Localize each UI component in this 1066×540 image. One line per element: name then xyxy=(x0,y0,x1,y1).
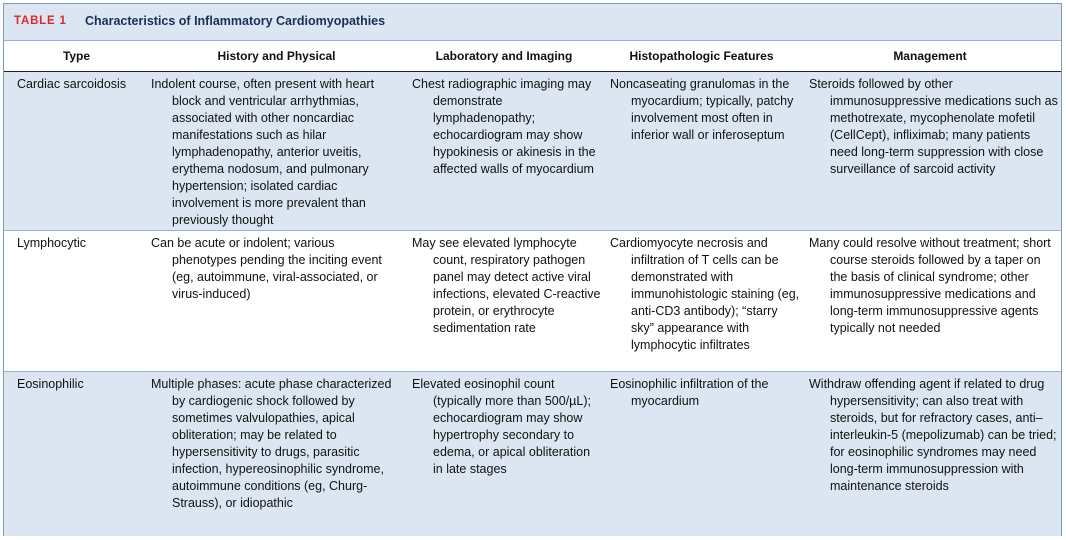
cell-history: Indolent course, often present with heart block and ventricular arrhythmias, associated with other noncardiac manifestations such as hilar lymphadenopathy, anterior uveitis, erythema nodosum, and pulmonary hypertension; isolated cardiac involvement is more prevalent than previously thought xyxy=(151,77,375,227)
table-title-bar xyxy=(4,4,1061,41)
cell-management: Withdraw offending agent if related to drug hypersensitivity; can also treat with steroids, but for refractory cases, anti–interleukin-5 (mepolizumab) can be tried; for eosinophilic syndromes may need long-term immunosuppression with maintenance steroids xyxy=(809,377,1057,493)
table-row xyxy=(4,372,1061,536)
header-laboratory: Laboratory and Imaging xyxy=(435,49,573,63)
header-type: Type xyxy=(62,49,91,63)
table-row xyxy=(4,231,1061,371)
cell-histopathology: Noncaseating granulomas in the myocardium; typically, patchy involvement most often in inferior wall or inferoseptum xyxy=(610,77,794,142)
table-label: TABLE 1 xyxy=(14,15,67,27)
header-management: Management xyxy=(893,49,967,63)
table-row xyxy=(4,72,1061,230)
header-histopathology: Histopathologic Features xyxy=(629,49,774,63)
cell-histopathology: Eosinophilic infiltration of the myocardium xyxy=(610,377,769,408)
cell-management: Many could resolve without treatment; short course steroids followed by a taper on the basis of clinical syndrome; other immunosuppressive medications and long-term immunosuppressive agents typically not needed xyxy=(809,236,1051,335)
cell-history: Can be acute or indolent; various phenotypes pending the inciting event (eg, autoimmune, viral-associated, or virus-induced) xyxy=(151,236,382,301)
cell-type: Cardiac sarcoidosis xyxy=(17,77,127,91)
header-history: History and Physical xyxy=(217,49,336,63)
cell-laboratory: Elevated eosinophil count (typically more than 500/µL); echocardiogram may show hypertrophy secondary to edema, or apical obliteration in late stages xyxy=(412,377,591,476)
cell-management: Steroids followed by other immunosuppressive medications such as methotrexate, mycophenolate mofetil (CellCept), infliximab; many patients need long-term suppression with close surveillance of sarcoid activity xyxy=(809,77,1058,176)
table-title: Characteristics of Inflammatory Cardiomyopathies xyxy=(85,14,386,28)
table-frame xyxy=(3,3,1062,536)
cell-laboratory: Chest radiographic imaging may demonstrate lymphadenopathy; echocardiogram may show hypokinesis or akinesis in the affected walls of myocardium xyxy=(412,77,596,176)
cell-histopathology: Cardiomyocyte necrosis and infiltration of T cells can be demonstrated with immunohistologic staining (eg, anti-CD3 antibody); “starry sky” appearance with lymphocytic infiltrates xyxy=(610,236,800,352)
cell-type: Lymphocytic xyxy=(17,236,87,250)
cell-history: Multiple phases: acute phase characterized by cardiogenic shock followed by sometimes valvulopathies, apical obliteration; may be related to hypersensitivity to drugs, parasitic infection, hypereosinophilic syndrome, autoimmune conditions (eg, Churg-Strauss), or idiopathic xyxy=(151,377,392,510)
cell-laboratory: May see elevated lymphocyte count, respiratory pathogen panel may detect active viral infections, elevated C-reactive protein, or erythrocyte sedimentation rate xyxy=(412,236,601,335)
cell-type: Eosinophilic xyxy=(17,377,84,391)
